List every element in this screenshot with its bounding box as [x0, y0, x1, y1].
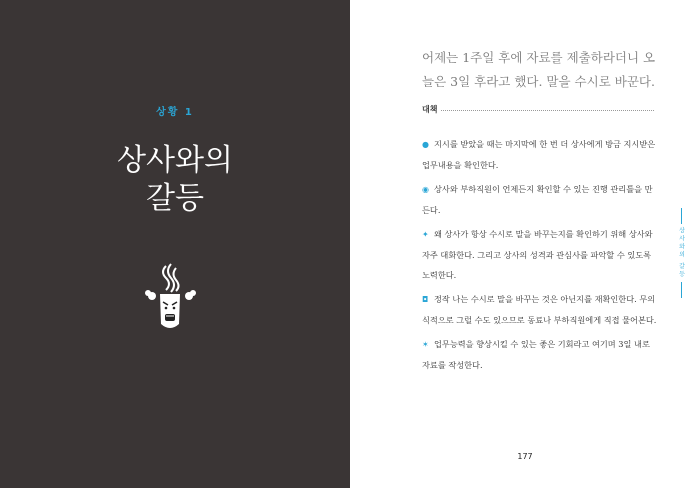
list-item-text: 왜 상사가 항상 수시로 말을 바꾸는지를 확인하기 위해 상사와 자주 대화한다. 그리고 상사의 성격과 관심사를 파악할 수 있도록 노력한다.	[422, 229, 653, 280]
list-item-text: 업무능력을 향상시킬 수 있는 좋은 기회라고 여기며 3일 내로 자료를 작성한다.	[422, 339, 650, 370]
side-tab-label: 상사와의 갈등	[677, 227, 685, 279]
list-item	[422, 289, 660, 330]
chapter-title: 상사와의 갈등	[117, 143, 233, 216]
bullet-icon: ◉	[422, 185, 429, 194]
right-page	[350, 0, 700, 488]
list-item	[422, 134, 660, 175]
list-item	[422, 179, 660, 220]
list-item-text: 지시를 받았을 때는 마지막에 한 번 더 상사에게 방금 지시받은 업무내용을 확인한다.	[422, 139, 656, 170]
bullet-icon: ◘	[422, 295, 429, 304]
answer-header	[422, 104, 654, 115]
side-tab-line-bottom	[681, 282, 682, 298]
side-tab-line-top	[681, 208, 682, 224]
answer-label: 대책	[422, 105, 438, 114]
list-item	[422, 334, 660, 375]
list-item	[422, 224, 660, 285]
angry-steaming-face-icon	[140, 262, 200, 334]
page-number: 177	[517, 452, 533, 461]
bullet-icon: ✦	[422, 230, 429, 239]
bullet-icon: ●	[422, 140, 429, 149]
answer-list	[422, 134, 660, 379]
situation-label: 상황 1	[156, 107, 194, 118]
bullet-icon: ✶	[422, 340, 429, 349]
situation-quote: 어제는 1주일 후에 자료를 제출하라더니 오늘은 3일 후라고 했다. 말을 수시로 바꾼다.	[422, 50, 656, 89]
list-item-text: 상사와 부하직원이 언제든지 확인할 수 있는 진행 관리틀을 만든다.	[422, 184, 653, 215]
list-item-text: 정작 나는 수시로 말을 바꾸는 것은 아닌지를 재확인한다. 무의식적으로 그럴 수도 있으므로 동료나 부하직원에게 직접 물어본다.	[422, 294, 657, 325]
chapter-side-tab	[676, 208, 686, 298]
dotted-divider	[441, 110, 654, 111]
